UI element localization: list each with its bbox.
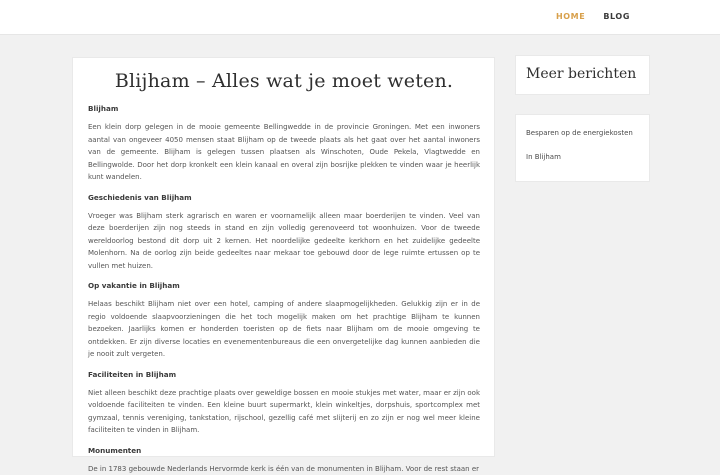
- section-paragraph: Niet alleen beschikt deze prachtige plaats over geweldige bossen en mooie stukjes met water, maar er zijn ook voldoende faciliteiten te vinden. Een kleine buurt supermarkt, klein winkeltjes, dorpshuis, sportcomplex met gymzaal, tennis vereniging, tankstation, rijschool, gezellig café met slijterij en zo zijn er nog wel meer kleine faciliteiten te vinden in Blijham.: [88, 387, 480, 437]
- section-heading: Monumenten: [88, 446, 480, 456]
- sidebar-post-link[interactable]: Besparen op de energiekosten: [526, 129, 639, 137]
- section-paragraph: Een klein dorp gelegen in de mooie gemeente Bellingwedde in de provincie Groningen. Met een inwoners aantal van ongeveer 4050 mensen staat Blijham op de tweede plaats als het gaat over het aantal inwoners van de gemeente. Blijham is gelegen tussen plaatsen als Winschoten, Oude Pekela, Vlagtwedde en Bellingwolde. Door het dorp kronkelt een klein kanaal en overal zijn bosrijke plekken te vinden waar je heerlijk kunt wandelen.: [88, 121, 480, 184]
- section-paragraph: Vroeger was Blijham sterk agrarisch en waren er voornamelijk alleen maar boerderijen te vinden. Veel van deze boerderijen zijn nog steeds in stand en zijn volledig gerenoveerd tot woonhuizen. Voor de tweede wereldoorlog bestond dit dorp uit 2 kernen. Het noordelijke gedeelte kerkhorn en het zuidelijke gedeelte Molenhorn. Na de oorlog zijn beide gedeeltes naar mekaar toe gebouwd door de lege ruimte ertussen op te vullen met huizen.: [88, 210, 480, 273]
- sidebar-widget-title: Meer berichten: [526, 66, 649, 82]
- nav-blog-link[interactable]: BLOG: [603, 12, 630, 21]
- section-paragraph: De in 1783 gebouwde Nederlands Hervormde kerk is één van de monumenten in Blijham. Voor de rest staan er: [88, 463, 480, 475]
- section-heading: Op vakantie in Blijham: [88, 281, 480, 291]
- article-title: Blijham – Alles wat je moet weten.: [88, 70, 480, 92]
- section-heading: Geschiedenis van Blijham: [88, 193, 480, 203]
- sidebar-posts-widget: [515, 114, 650, 182]
- site-header: [0, 0, 720, 35]
- main-navigation: [556, 12, 630, 21]
- nav-home-link[interactable]: HOME: [556, 12, 585, 21]
- article-card: [72, 57, 495, 457]
- section-heading: Blijham: [88, 104, 480, 114]
- section-paragraph: Helaas beschikt Blijham niet over een hotel, camping of andere slaapmogelijkheden. Gelukkig zijn er in de regio voldoende slaapvoorzieningen die het toch mogelijk maken om het prachtige Blijham te kunnen bezoeken. Jaarlijks komen er honderden toeristen op de fiets naar Blijham om de mooie omgeving te ontdekken. Er zijn diverse locaties en evenementenbureaus die een onvergetelijke dag kunnen aanbieden die je nooit zult vergeten.: [88, 298, 480, 361]
- section-heading: Faciliteiten in Blijham: [88, 370, 480, 380]
- sidebar-title-widget: [515, 55, 650, 95]
- sidebar-post-link[interactable]: In Blijham: [526, 153, 639, 161]
